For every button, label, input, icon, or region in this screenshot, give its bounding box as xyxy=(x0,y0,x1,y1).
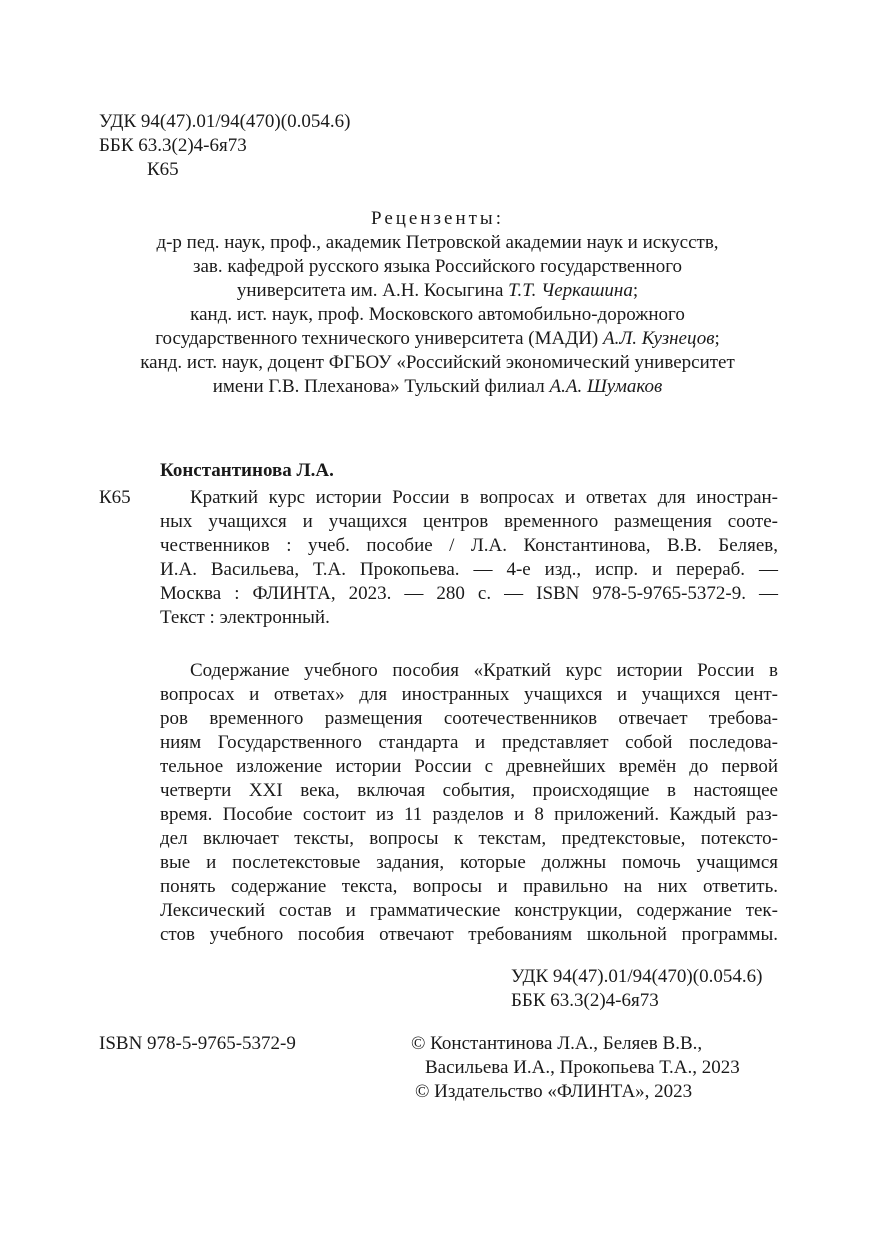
biblio-line: И.А. Васильева, Т.А. Прокопьева. — 4-е изд., испр. и перераб. — xyxy=(160,559,778,580)
bbk-code-bottom: ББК 63.3(2)4-6я73 xyxy=(511,990,659,1011)
reviewer-line: имени Г.В. Плеханова» Тульский филиал А.А. Шумаков xyxy=(212,376,663,397)
annotation-line: ров временного размещения соотечественников отвечает требова- xyxy=(160,708,778,729)
annotation xyxy=(160,659,778,947)
biblio-line: чественников : учеб. пособие / Л.А. Константинова, В.В. Беляев, xyxy=(160,535,778,556)
classification-top xyxy=(99,110,350,158)
annotation-line: стов учебного пособия отвечают требованиям школьной программы. xyxy=(160,924,778,945)
reviewers-section xyxy=(90,207,785,399)
reviewer-line: университета им. А.Н. Косыгина Т.Т. Черкашина; xyxy=(236,280,639,301)
isbn: ISBN 978-5-9765-5372-9 xyxy=(99,1033,296,1054)
annotation-line: время. Пособие состоит из 11 разделов и 8 приложений. Каждый раз- xyxy=(160,804,778,825)
annotation-line: ниям Государственного стандарта и представляет собой последова- xyxy=(160,732,778,753)
reviewers-heading: Рецензенты: xyxy=(371,208,504,229)
copyright-authors: © Константинова Л.А., Беляев В.В., xyxy=(411,1033,703,1054)
udc-code-bottom: УДК 94(47).01/94(470)(0.054.6) xyxy=(511,966,763,987)
copyright xyxy=(411,1032,740,1104)
reviewer-name: А.Л. Кузнецов xyxy=(603,328,715,349)
reviewer-line: государственного технического университета (МАДИ) А.Л. Кузнецов; xyxy=(155,328,720,349)
author-mark-top: К65 xyxy=(147,159,179,180)
annotation-line: Лексический состав и грамматические конструкции, содержание тек- xyxy=(160,900,778,921)
bbk-code: ББК 63.3(2)4-6я73 xyxy=(99,135,247,156)
reviewer-name: А.А. Шумаков xyxy=(549,376,663,397)
reviewer-line: канд. ист. наук, доцент ФГБОУ «Российский экономический университет xyxy=(140,352,735,373)
author-mark-side: К65 xyxy=(99,487,131,508)
annotation-line: Содержание учебного пособия «Краткий курс истории России в xyxy=(190,660,778,681)
reviewer-line: д-р пед. наук, проф., академик Петровской академии наук и искусств, xyxy=(156,232,719,253)
udc-code: УДК 94(47).01/94(470)(0.054.6) xyxy=(99,111,351,132)
annotation-line: четверти XXI века, включая события, происходящие в настоящее xyxy=(160,780,778,801)
annotation-line: тельное изложение истории России с древнейших времён до первой xyxy=(160,756,778,777)
annotation-line: вые и послетекстовые задания, которые должны помочь учащимся xyxy=(160,852,778,873)
classification-bottom xyxy=(511,965,762,1013)
biblio-line: Краткий курс истории России в вопросах и ответах для иностран- xyxy=(190,487,778,508)
biblio-line: ных учащихся и учащихся центров временного размещения сооте- xyxy=(160,511,778,532)
author-heading: Константинова Л.А. xyxy=(160,460,334,481)
bibliographic-description xyxy=(160,486,778,630)
copyright-authors-cont: Васильева И.А., Прокопьева Т.А., 2023 xyxy=(425,1057,740,1078)
biblio-line: Москва : ФЛИНТА, 2023. — 280 с. — ISBN 978-5-9765-5372-9. — xyxy=(160,583,778,604)
reviewer-name: Т.Т. Черкашина xyxy=(508,280,633,301)
annotation-line: дел включает тексты, вопросы к текстам, предтекстовые, потексто- xyxy=(160,828,778,849)
reviewer-line: зав. кафедрой русского языка Российского государственного xyxy=(192,256,683,277)
reviewer-line: канд. ист. наук, проф. Московского автомобильно-дорожного xyxy=(190,304,685,325)
annotation-line: понять содержание текста, вопросы и правильно на них ответить. xyxy=(160,876,778,897)
copyright-publisher: © Издательство «ФЛИНТА», 2023 xyxy=(415,1081,693,1102)
biblio-line: Текст : электронный. xyxy=(160,607,330,628)
annotation-line: вопросах и ответах» для иностранных учащихся и учащихся цент- xyxy=(160,684,778,705)
